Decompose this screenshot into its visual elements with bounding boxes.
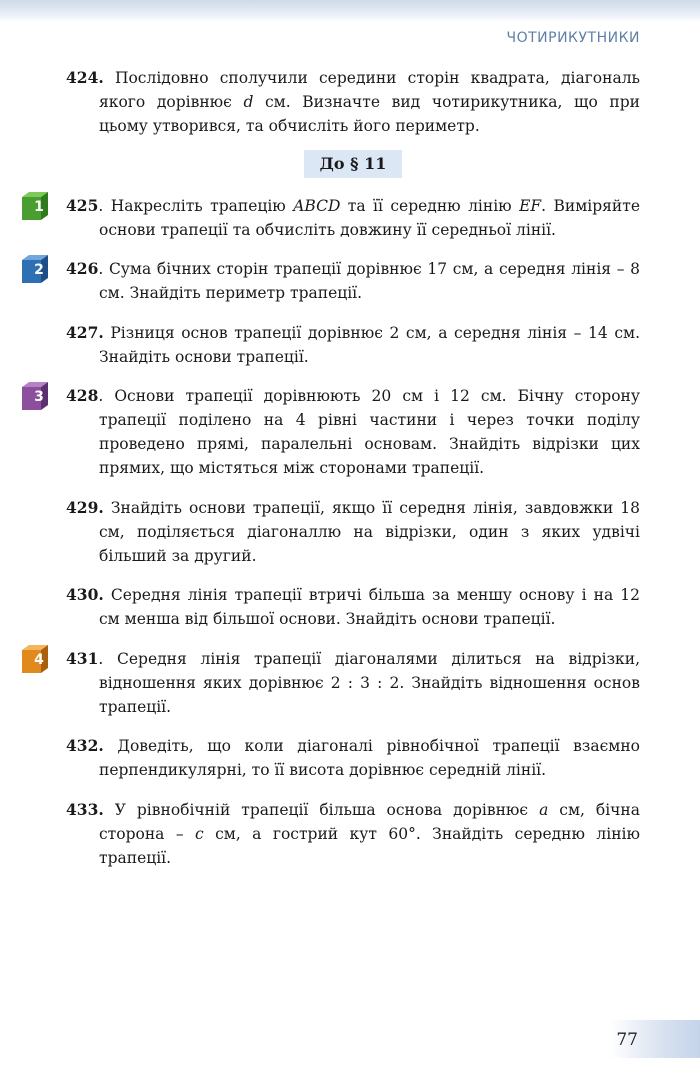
problem-text: . Накресліть трапецію [98,196,294,215]
problem-text: Послідовно сполучили середини сторін квадрата, діагональ якого дорівнює [99,69,640,111]
problem-text: Різниця основ трапеції дорівнює 2 см, а середня лінія – 14 см. Знайдіть основи трапеції. [99,323,640,366]
variable: c [195,824,204,843]
problem-432 [66,734,640,782]
variable: ABCD [293,196,341,215]
problem-number: 433. [66,799,104,819]
problem-429 [66,496,640,568]
header-band [0,0,700,22]
problem-text: У рівнобічній трапеції більша основа дорівнює [103,800,540,819]
level-label: 1 [34,198,44,215]
problem-number: 424. [66,68,104,87]
problem-428 [34,384,640,480]
level-label: 3 [34,389,44,405]
page-content [34,66,640,876]
problem-426 [34,257,640,305]
problem-text: . Сума бічних сторін трапеції дорівнює 17 см, а середня лінія – 8 см. Знайдіть периметр трапеції. [98,260,640,302]
running-title: ЧОТИРИКУТНИКИ [506,30,640,46]
problem-text: та її середню лінію [340,196,520,215]
problem-427 [66,321,640,369]
problem-text: см, бічна сторона – [99,800,640,843]
problem-number: 425 [66,195,99,215]
problem-number: 427. [66,322,104,342]
problem-number: 432. [66,736,104,755]
problem-text: Середня лінія трапеції втричі більша за меншу основу і на 12 см менша від більшої основи. Знайдіть основи трапеції. [99,586,640,628]
problem-number: 428 [66,386,99,405]
problem-433 [66,798,640,870]
problem-text: см, а гострий кут 60°. Знайдіть середню лінію трапеції. [99,824,640,867]
level-label: 4 [34,651,44,668]
variable: a [539,800,549,819]
level-4-cube-icon [22,645,48,673]
problem-424 [66,66,640,138]
section-title: До § 11 [304,150,403,178]
problem-text: . Основи трапеції дорівнюють 20 см і 12 см. Бічну сторону трапеції поділено на 4 рівні частини і через точки поділу проведено прямі, паралельні основам. Знайдіть відрізки цих прямих, що містяться між сторонами трапеції. [98,387,640,477]
level-1-cube-icon [22,192,48,220]
problem-number: 429. [66,497,104,517]
level-2-cube-icon [22,255,48,283]
variable: d [243,93,254,111]
level-3-cube-icon [22,382,48,410]
variable: EF [519,196,542,215]
level-label: 2 [34,262,44,278]
problem-number: 431 [66,648,99,668]
problem-425 [34,194,640,242]
problem-text: . Виміряйте основи трапеції та обчисліть довжину її середньої лінії. [99,196,640,239]
problem-number: 430. [66,585,104,604]
problem-text: Знайдіть основи трапеції, якщо її середня лінія, завдовжки 18 см, поділяється діагоналлю на відрізки, один з яких удвічі більший за другий. [99,498,640,565]
section-heading [66,150,640,178]
page-number: 77 [616,1030,638,1050]
problem-430 [66,583,640,631]
problem-number: 426 [66,259,99,278]
problem-text: . Середня лінія трапеції діагоналями ділиться на відрізки, відношення яких дорівнює 2 : 3 : 2. Знайдіть відношення основ трапеції. [98,649,640,716]
problem-431 [34,647,640,719]
problem-text: Доведіть, що коли діагоналі рівнобічної трапеції взаємно перпендикулярні, то її висота дорівнює середній лінії. [99,737,640,779]
problem-text: см. Визначте вид чотирикутника, що при цьому утворився, та обчисліть його периметр. [99,93,640,135]
